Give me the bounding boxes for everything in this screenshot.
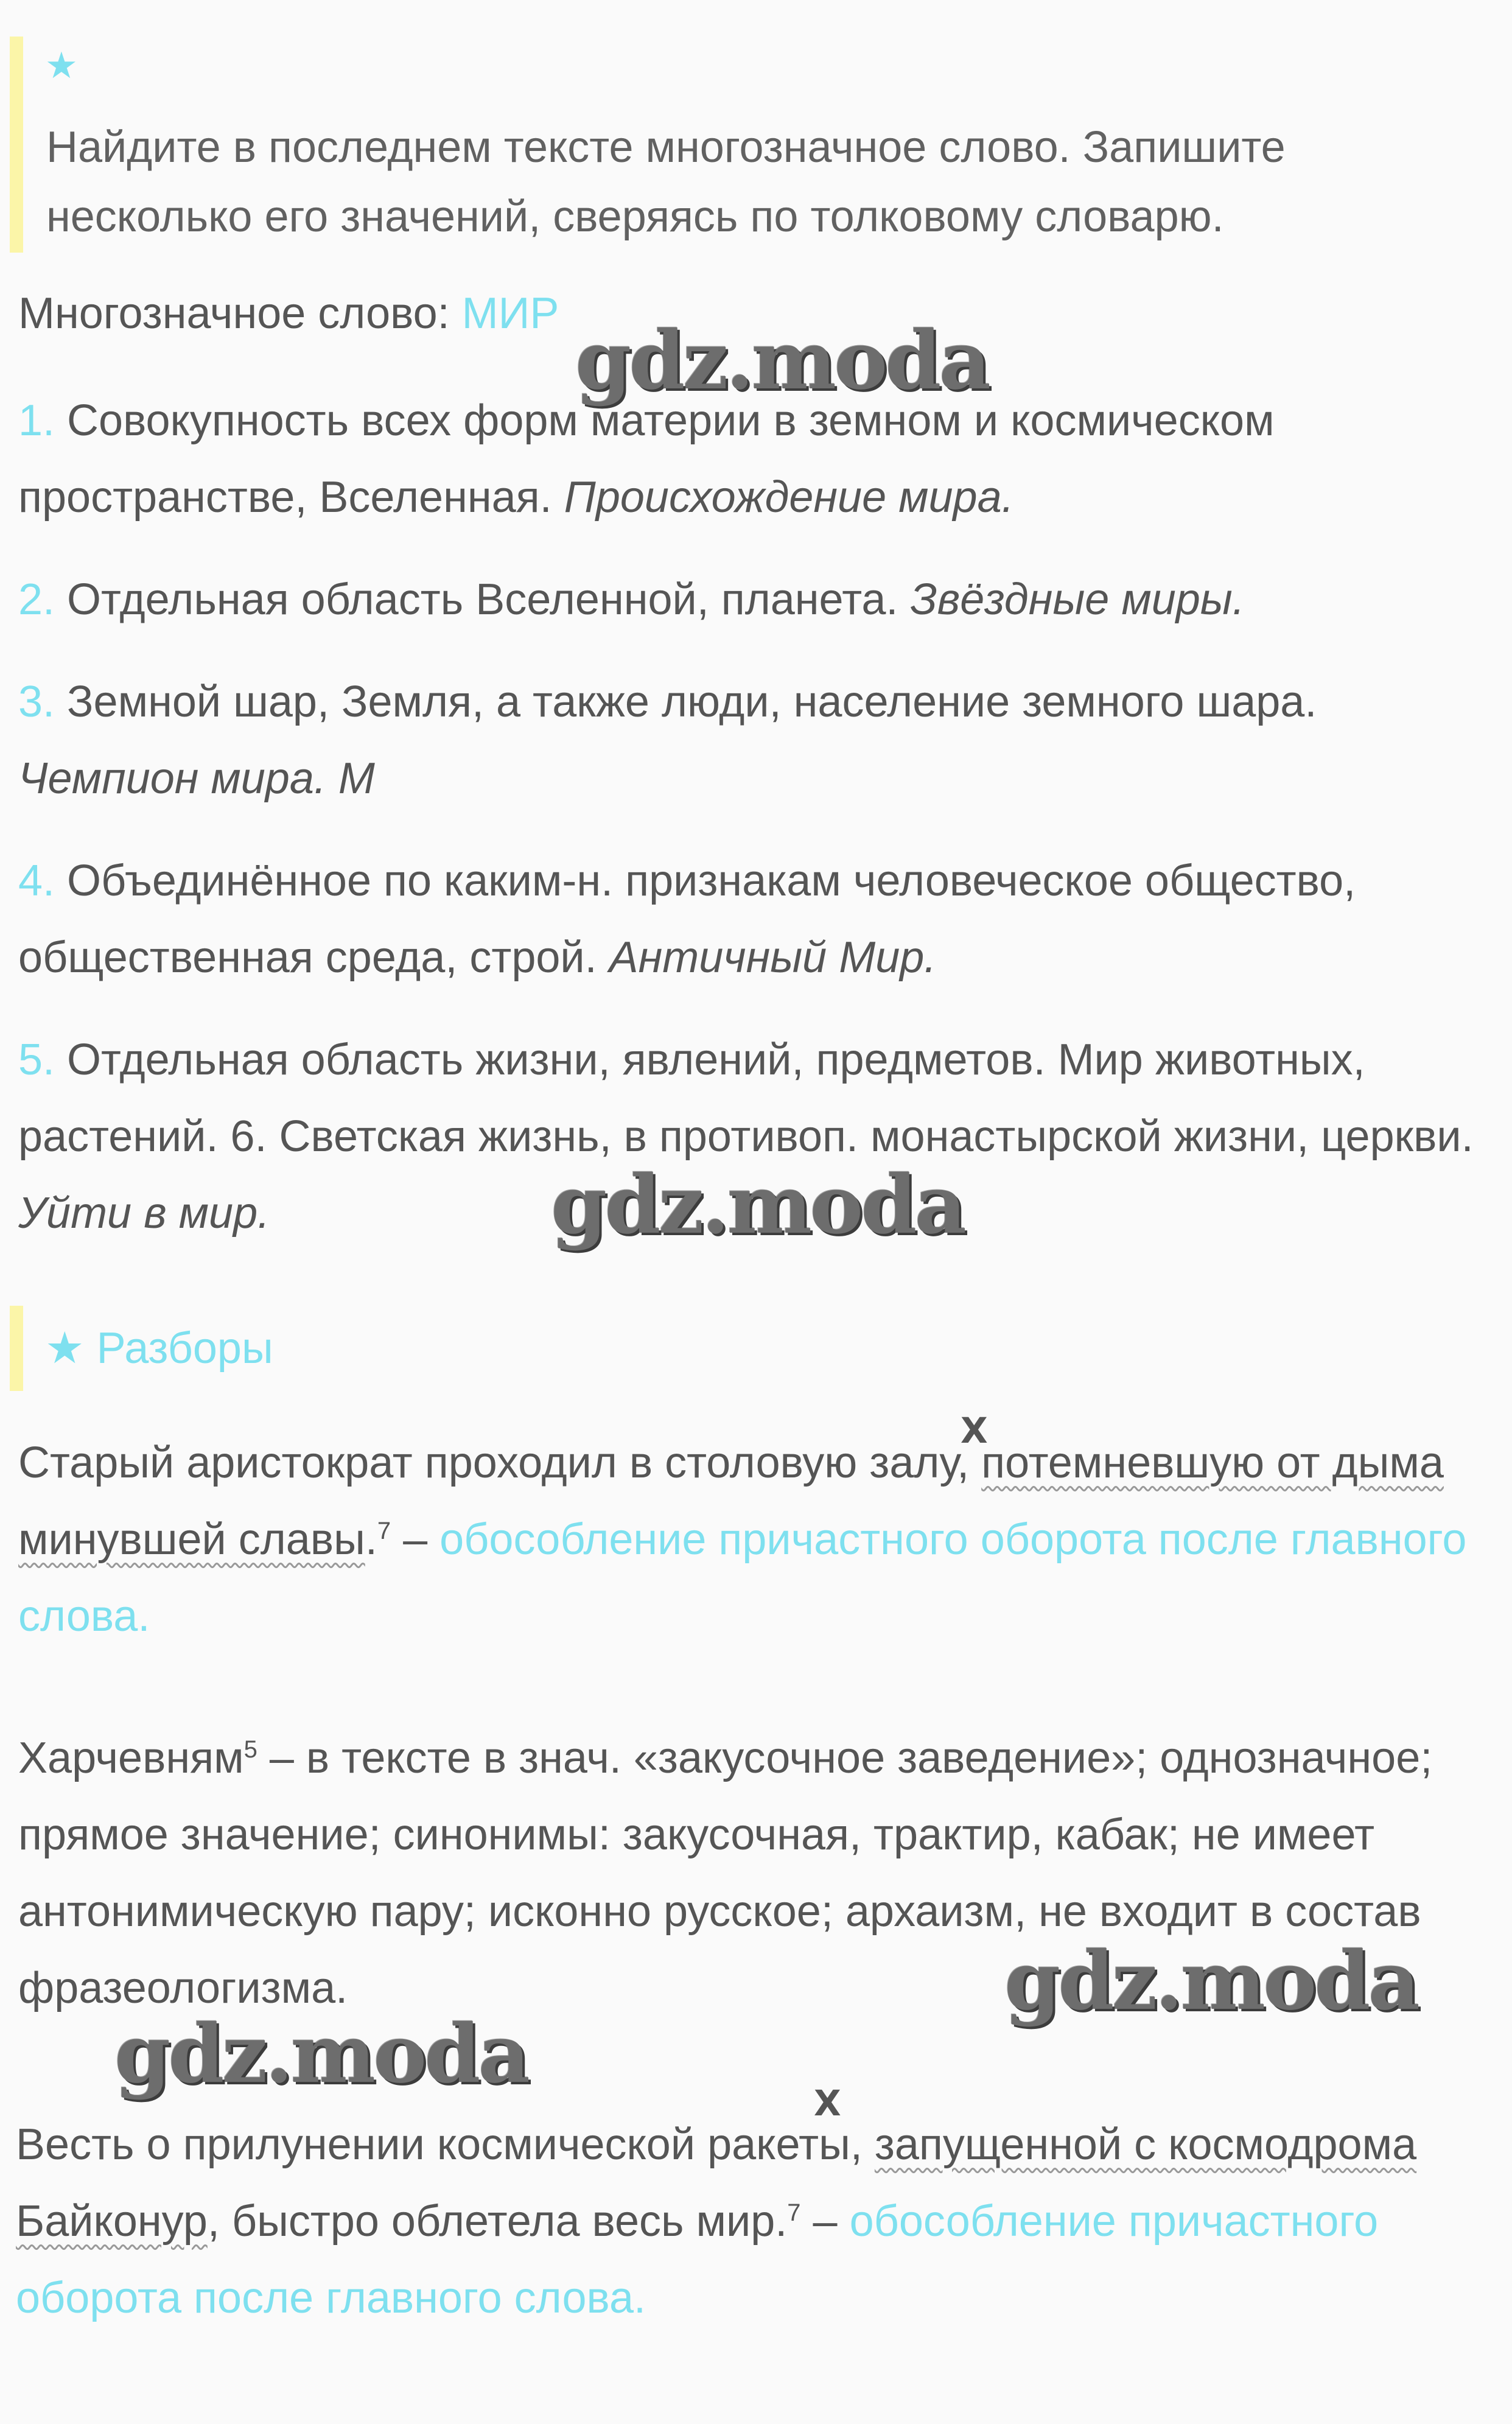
- watermark: gdz.moda: [1004, 1934, 1418, 2028]
- task-block: [10, 37, 1471, 253]
- meaning-example: Звёздные миры.: [910, 575, 1245, 624]
- analysis-item: [16, 2106, 1489, 2336]
- analysis-sentence-start: Старый аристократ проходил в столовую залу,: [18, 1438, 982, 1487]
- task-text: Найдите в последнем тексте многозначное слово. Запишите несколько его значений, сверяясь по толковому словарю.: [46, 123, 1286, 241]
- analysis-sentence-start: Весть о прилунении космической ракеты,: [16, 2120, 875, 2169]
- analysis-explanation: обособление причастного оборота после главного слова.: [18, 1515, 1467, 1641]
- meaning-text: Объединённое по каким-н. признакам человеческое общество, общественная среда, строй.: [18, 856, 1356, 982]
- meaning-number: 4.: [18, 856, 55, 905]
- x-mark: Х: [814, 2082, 841, 2124]
- analyses-section-header: [10, 1306, 740, 1391]
- meaning-example: Античный Мир.: [609, 933, 937, 982]
- analysis-explanation: обособление причастного оборота после главного слова.: [16, 2197, 1379, 2322]
- star-icon: ★: [45, 1324, 85, 1373]
- section-title-text: Разборы: [96, 1324, 273, 1373]
- meaning-item: [18, 664, 1485, 817]
- analysis-sentence-end: .: [365, 1515, 377, 1564]
- participial-phrase: потемневшую от дыма минувшей славы: [18, 1438, 1444, 1564]
- meaning-example: Чемпион мира. М: [18, 754, 375, 803]
- meaning-number: 3.: [18, 678, 55, 726]
- analysis-item: [18, 1424, 1491, 1655]
- meaning-text: Земной шар, Земля, а также люди, население земного шара.: [55, 678, 1317, 726]
- meaning-number: 2.: [18, 575, 55, 624]
- analysis-dash: –: [391, 1515, 440, 1564]
- analysis-text: – в тексте в знач. «закусочное заведение»; однозначное; прямое значение; синонимы: закусочная, трактир, кабак; не имеет антонимическую пару; исконно русское; архаизм, не входит в состав фразеологизма.: [18, 1734, 1433, 2012]
- analysis-footnote-marker: 7: [377, 1518, 391, 1544]
- meaning-text: Отдельная область жизни, явлений, предметов. Мир животных, растений. 6. Светская жизнь, в противоп. монастырской жизни, церкви.: [18, 1035, 1474, 1161]
- meaning-number: 1.: [18, 396, 55, 445]
- meanings-list: [18, 382, 1485, 1277]
- watermark: gdz.moda: [575, 314, 989, 408]
- analysis-word: Харчевням: [18, 1734, 244, 1782]
- participial-phrase: запущенной с космодрома Байконур: [16, 2120, 1417, 2246]
- polysemous-word-line: [18, 283, 559, 344]
- analysis-footnote-marker: 7: [787, 2199, 801, 2226]
- meaning-text: Совокупность всех форм материи в земном и космическом пространстве, Вселенная.: [18, 396, 1275, 522]
- section-title: [45, 1319, 273, 1378]
- analysis-sentence-end: , быстро облетела весь мир.: [207, 2197, 788, 2246]
- meaning-item: [18, 842, 1485, 996]
- watermark: gdz.moda: [114, 2007, 528, 2101]
- analysis-footnote-marker: 5: [243, 1736, 257, 1763]
- meaning-item: [18, 561, 1485, 638]
- meaning-text: Отдельная область Вселенной, планета.: [55, 575, 911, 624]
- polysemous-word-value: МИР: [461, 289, 559, 338]
- polysemous-word-label: Многозначное слово:: [18, 289, 462, 338]
- meaning-example: Происхождение мира.: [564, 473, 1014, 522]
- meaning-example: Уйти в мир.: [18, 1189, 270, 1238]
- analysis-dash: –: [800, 2197, 850, 2246]
- meaning-number: 5.: [18, 1035, 55, 1084]
- task-highlight-bar: [10, 37, 23, 253]
- watermark: gdz.moda: [551, 1158, 965, 1252]
- section-highlight-bar: [10, 1306, 23, 1391]
- x-mark: Х: [961, 1410, 988, 1451]
- star-icon: ★: [45, 45, 78, 86]
